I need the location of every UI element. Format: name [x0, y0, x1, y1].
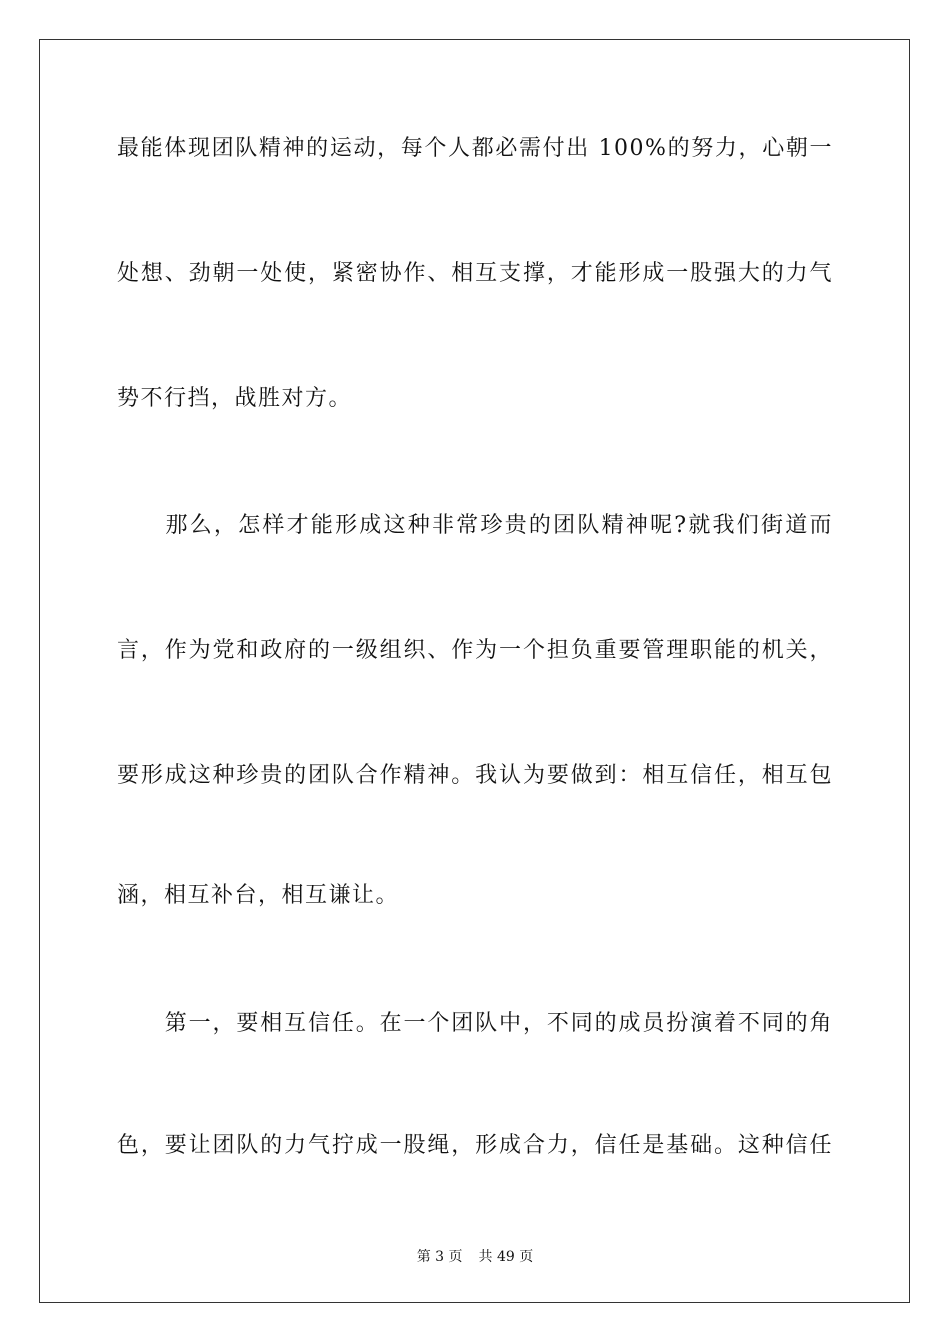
paragraph-first-line: 那么，怎样才能形成这种非常珍贵的团队精神呢?就我们街道而 — [117, 513, 833, 538]
body-text-line: 要形成这种珍贵的团队合作精神。我认为要做到：相互信任，相互包 — [117, 763, 833, 788]
body-text-line: 涵，相互补台，相互谦让。 — [117, 883, 400, 908]
page-footer — [0, 1246, 950, 1266]
page-total: 共 49 页 — [478, 1249, 534, 1265]
page-number: 第 3 页 — [416, 1249, 463, 1265]
paragraph-first-line: 第一，要相互信任。在一个团队中，不同的成员扮演着不同的角 — [117, 1011, 833, 1036]
body-text-line: 势不行挡，战胜对方。 — [117, 386, 353, 411]
body-text-line: 处想、劲朝一处使，紧密协作、相互支撑，才能形成一股强大的力气 — [117, 261, 833, 286]
body-text-line: 言，作为党和政府的一级组织、作为一个担负重要管理职能的机关， — [117, 638, 833, 663]
page-border — [39, 39, 910, 1303]
body-text-line: 色，要让团队的力气拧成一股绳，形成合力，信任是基础。这种信任 — [117, 1133, 833, 1158]
body-text-line: 最能体现团队精神的运动，每个人都必需付出 100%的努力，心朝一 — [117, 136, 833, 161]
